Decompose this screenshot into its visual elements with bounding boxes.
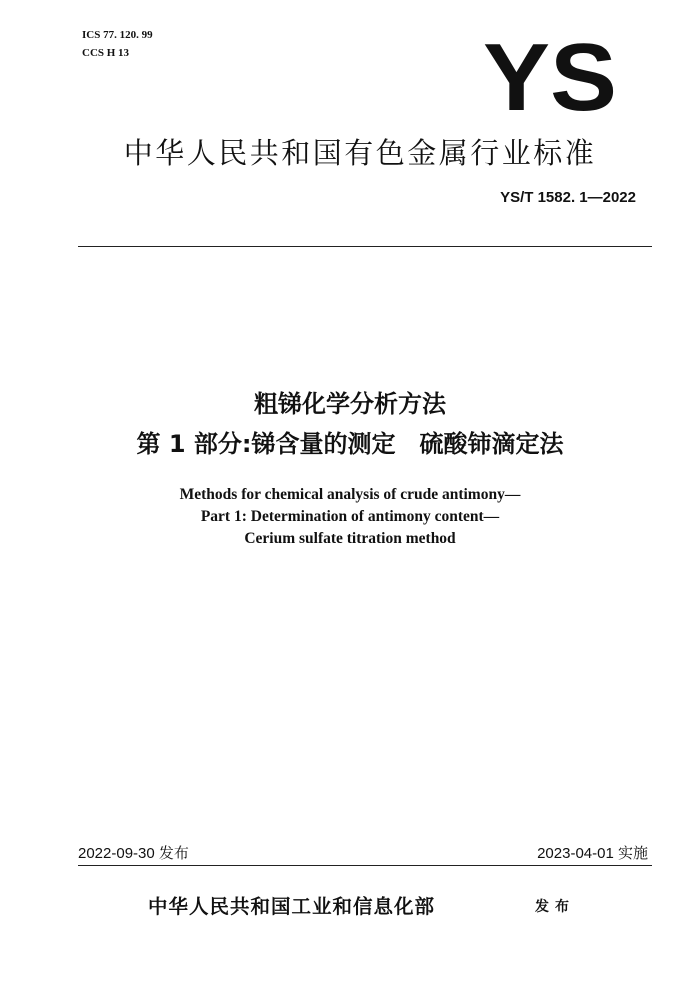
publish-label: 发布	[535, 899, 575, 915]
title-en-line2: Part 1: Determination of antimony content—	[200, 508, 500, 525]
issue-date: 2022-09-30 发布	[78, 845, 189, 862]
title-zh-line2: 第 1 部分:锑含量的测定 硫酸铈滴定法	[136, 430, 564, 458]
title-en-line3: Cerium sulfate titration method	[244, 530, 456, 547]
header-divider	[78, 246, 652, 247]
title-en-line1: Methods for chemical analysis of crude antimony—	[179, 486, 521, 503]
ccs-code: CCS H 13	[82, 47, 130, 59]
ys-logo-text: YS	[483, 36, 617, 116]
ys-logo	[480, 36, 620, 116]
implementation-date: 2023-04-01 实施	[537, 845, 648, 862]
title-zh-line1: 粗锑化学分析方法	[254, 390, 446, 418]
publisher-name: 中华人民共和国工业和信息化部	[148, 895, 436, 918]
standard-category-title: 中华人民共和国有色金属行业标准	[123, 136, 597, 170]
standard-code: YS/T 1582. 1—2022	[500, 189, 636, 206]
classification-block	[82, 26, 153, 62]
ics-code: ICS 77. 120. 99	[82, 29, 153, 41]
footer-divider	[78, 865, 652, 866]
